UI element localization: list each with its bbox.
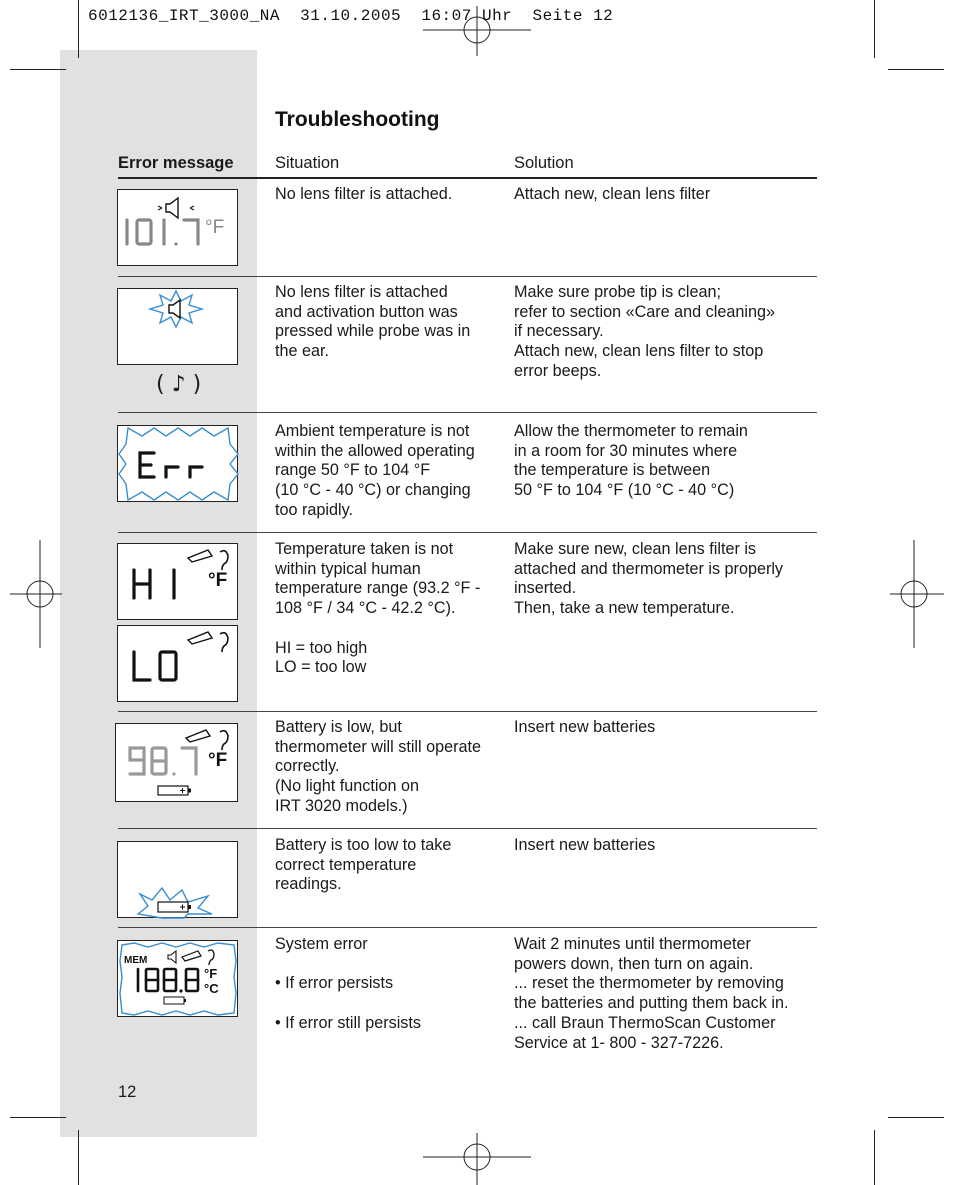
- registration-mark: [423, 1133, 531, 1185]
- crop-mark: [874, 0, 875, 58]
- solution-text: Attach new, clean lens filter: [514, 185, 711, 203]
- flashing-battery-icon: [138, 888, 212, 918]
- all-segments-readout: [138, 969, 198, 991]
- lcd-display-battery-empty: [117, 841, 238, 918]
- ear-icon: [220, 633, 228, 652]
- fahrenheit-unit: °F: [205, 217, 225, 238]
- crop-mark: [78, 1130, 79, 1185]
- lcd-display-no-filter: [117, 189, 238, 266]
- fahrenheit-unit: °F: [208, 750, 228, 771]
- crop-mark: [874, 1130, 875, 1185]
- lcd-readout-98-7: [130, 748, 196, 774]
- ear-icon: [220, 551, 228, 570]
- memory-indicator: MEM: [124, 955, 148, 966]
- situation-text: Ambient temperature is not within the allowed operating range 50 °F to 104 °F (10 °C - 40 °C) or changing too rapidly.: [275, 422, 475, 519]
- lcd-display-beep: [117, 288, 238, 365]
- registration-mark: [890, 540, 944, 648]
- row-divider: [118, 276, 817, 277]
- solution-text: Make sure probe tip is clean; refer to section «Care and cleaning» if necessary. Attach new, clean lens filter to stop error beeps.: [514, 283, 775, 380]
- lcd-display-low-battery: [115, 723, 238, 802]
- crop-mark: [888, 69, 944, 70]
- ear-icon: [220, 731, 228, 750]
- situation-text: No lens filter is attached and activation button was pressed while probe was in the ear.: [275, 283, 471, 361]
- speaker-icon: [168, 951, 176, 963]
- hi-readout: [134, 570, 174, 598]
- flashing-speaker-icon: [150, 291, 202, 327]
- probe-icon: [186, 730, 210, 742]
- column-header-error: Error message: [118, 154, 234, 172]
- row-divider: [118, 412, 817, 413]
- column-header-situation: Situation: [275, 154, 340, 172]
- lcd-display-system-error: [117, 940, 238, 1017]
- celsius-unit: °C: [204, 981, 219, 996]
- row-divider: [118, 927, 817, 928]
- probe-icon: [188, 550, 212, 562]
- column-header-solution: Solution: [514, 154, 574, 172]
- battery-icon: [164, 997, 186, 1004]
- crop-mark: [10, 69, 66, 70]
- fahrenheit-unit: °F: [208, 570, 228, 591]
- probe-icon: [182, 951, 201, 961]
- ear-icon: [208, 950, 214, 965]
- solution-text: Make sure new, clean lens filter is attached and thermometer is properly inserted. Then, take a new temperature.: [514, 540, 784, 618]
- page-title: Troubleshooting: [275, 108, 440, 131]
- situation-text: Battery is low, but thermometer will still operate correctly. (No light function on IRT 3020 models.): [275, 718, 482, 815]
- fahrenheit-unit: °F: [204, 966, 218, 981]
- crop-mark: [78, 0, 79, 58]
- crop-mark: [10, 1117, 66, 1118]
- row-divider: [118, 532, 817, 533]
- lcd-display-hi: [117, 543, 238, 620]
- speaker-icon: [158, 198, 194, 218]
- lo-readout: [134, 652, 176, 680]
- err-readout: [140, 453, 202, 477]
- lcd-readout-101-7: [118, 190, 239, 267]
- beep-indicator: ( ♪ ): [156, 372, 202, 397]
- situation-text: Battery is too low to take correct temperature readings.: [275, 836, 452, 894]
- situation-text: No lens filter is attached.: [275, 185, 453, 203]
- battery-icon: [158, 786, 191, 795]
- row-divider: [118, 711, 817, 712]
- solution-text: Allow the thermometer to remain in a room for 30 minutes where the temperature is between 50 °F to 104 °F (10 °C - 40 °C): [514, 422, 748, 500]
- crop-mark: [888, 1117, 944, 1118]
- print-slug: 6012136_IRT_3000_NA 31.10.2005 16:07 Uhr Seite 12: [88, 7, 614, 25]
- page-number: 12: [118, 1083, 137, 1101]
- solution-text: Insert new batteries: [514, 836, 656, 854]
- probe-icon: [188, 632, 212, 644]
- solution-text: Wait 2 minutes until thermometer powers down, then turn on again. ... reset the thermometer by removing the batteries and putting them back in. ... call Braun ThermoScan Customer Service at 1- 800 - 327-7226.: [514, 935, 789, 1052]
- solution-text: Insert new batteries: [514, 718, 656, 736]
- lcd-display-lo: [117, 625, 238, 702]
- registration-mark: [10, 540, 62, 648]
- situation-text: Temperature taken is not within typical human temperature range (93.2 °F - 108 °F / 34 °C - 42.2 °C). HI = too high LO = too low: [275, 540, 481, 677]
- lcd-display-err: [117, 425, 238, 502]
- row-divider: [118, 828, 817, 829]
- situation-text: System error • If error persists • If error still persists: [275, 935, 421, 1032]
- flashing-burst-icon: [119, 428, 238, 500]
- header-rule: [118, 177, 817, 179]
